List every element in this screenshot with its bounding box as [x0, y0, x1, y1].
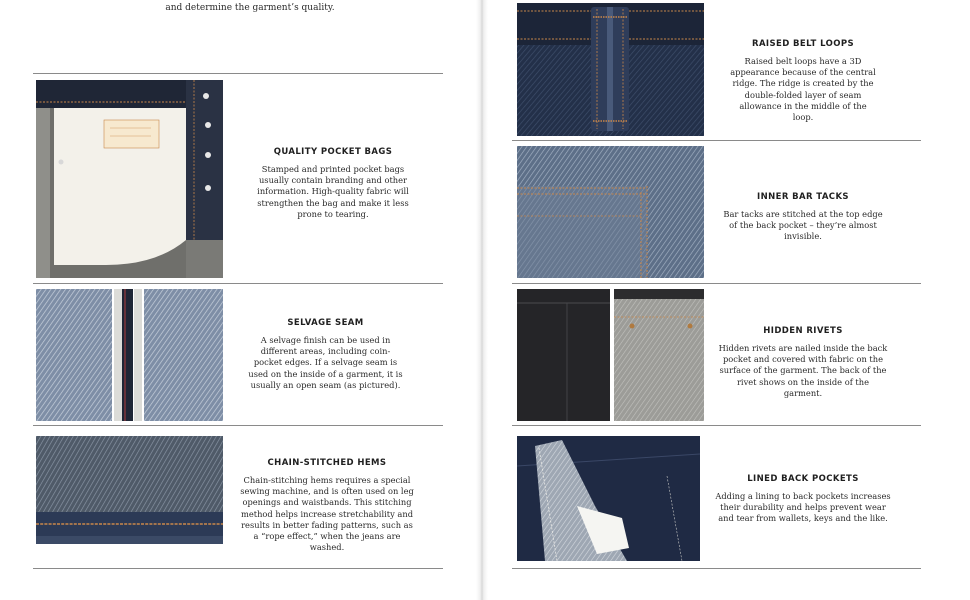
caption-lined-back-pockets	[715, 474, 891, 525]
selvage-seam-photo	[36, 289, 223, 421]
feature-title: SELVAGE SEAM	[287, 318, 364, 328]
caption-hidden-rivets	[718, 326, 888, 399]
caption-inner-bar-tacks	[720, 192, 886, 243]
divider	[512, 140, 921, 141]
divider	[33, 73, 443, 74]
divider	[33, 283, 443, 284]
divider	[33, 425, 443, 426]
divider	[512, 425, 921, 426]
pocket-bag-photo	[36, 80, 223, 278]
caption-quality-pocket-bags	[248, 147, 418, 220]
feature-title: CHAIN-STITCHED HEMS	[267, 458, 387, 468]
feature-body: Adding a lining to back pockets increases their durability and helps prevent wear and tear from wallets, keys and the like.	[715, 491, 891, 524]
belt-loop-photo	[517, 3, 704, 136]
feature-title: HIDDEN RIVETS	[763, 326, 843, 336]
feature-body: Bar tacks are stitched at the top edge of the back pocket – they’re almost invisible.	[723, 209, 883, 242]
caption-chain-stitched-hems	[238, 458, 416, 553]
divider	[33, 568, 443, 569]
divider	[512, 283, 921, 284]
feature-body: Raised belt loops have a 3D appearance because of the central ridge. The ridge is created by the double-folded layer of seam allowance in the middle of the loop.	[730, 56, 876, 123]
lined-back-pocket-photo	[517, 436, 700, 561]
feature-title: RAISED BELT LOOPS	[752, 39, 854, 49]
caption-raised-belt-loops	[728, 39, 878, 123]
divider	[512, 568, 921, 569]
feature-body: Chain-stitching hems requires a special sewing machine, and is often used on leg openings and waistbands. This stitching method helps increase stretchability and results in better fading patterns, such as a “rope effect,” when the jeans are washed.	[240, 475, 414, 553]
feature-body: A selvage finish can be used in different areas, including coin-pocket edges. If a selvage seam is used on the inside of a garment, it is usually an open seam (as pictured).	[248, 335, 403, 390]
intro-text: and determine the garment’s quality.	[165, 3, 335, 13]
hidden-rivet-photo	[517, 289, 704, 421]
feature-title: INNER BAR TACKS	[757, 192, 849, 202]
feature-title: QUALITY POCKET BAGS	[273, 147, 393, 157]
caption-selvage-seam	[248, 318, 403, 391]
bar-tack-photo	[517, 146, 704, 278]
feature-body: Hidden rivets are nailed inside the back pocket and covered with fabric on the surface of the garment. The back of the rivet shows on the inside of the garment.	[718, 343, 888, 398]
feature-body: Stamped and printed pocket bags usually contain branding and other information. High-quality fabric will strengthen the bag and make it less prone to tearing.	[257, 164, 409, 219]
chain-stitched-hem-photo	[36, 436, 223, 544]
book-spine	[476, 0, 488, 600]
feature-title: LINED BACK POCKETS	[747, 474, 859, 484]
